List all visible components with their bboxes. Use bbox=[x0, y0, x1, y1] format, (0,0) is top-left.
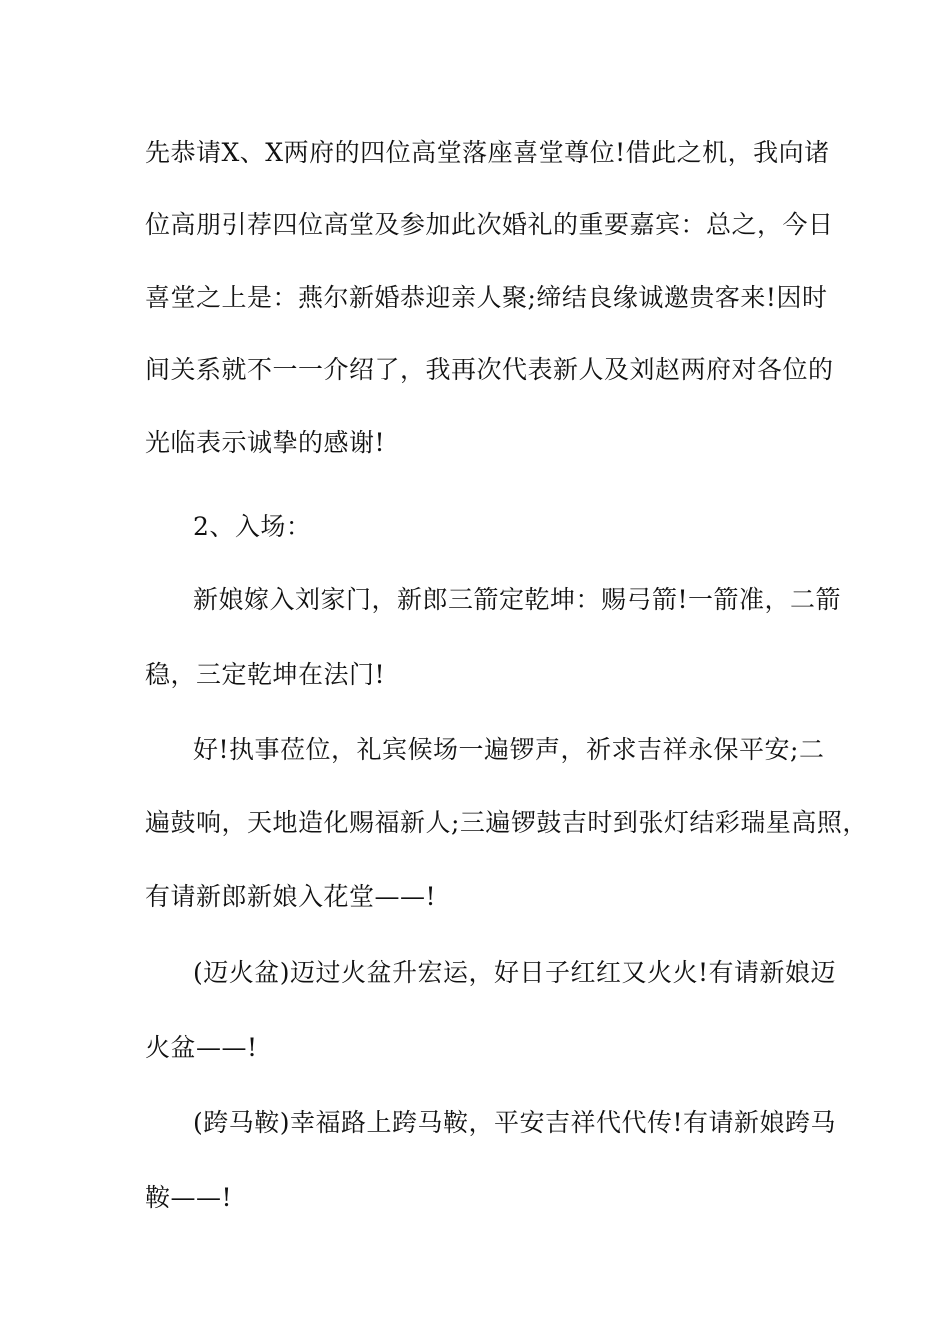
text-line: 遍鼓响，天地造化赐福新人;三遍锣鼓吉时到张灯结彩瑞星高照， bbox=[145, 808, 868, 837]
text-line: 喜堂之上是：燕尔新婚恭迎亲人聚;缔结良缘诚邀贵客来!因时 bbox=[145, 283, 828, 312]
text-line: 鞍——! bbox=[145, 1183, 233, 1212]
text-line: 有请新郎新娘入花堂——! bbox=[145, 882, 437, 911]
text-line: 稳，三定乾坤在法门! bbox=[145, 660, 386, 689]
text-line: 新娘嫁入刘家门，新郎三箭定乾坤：赐弓箭!一箭准，二箭 bbox=[193, 585, 842, 614]
text-line: 间关系就不一一介绍了，我再次代表新人及刘赵两府对各位的 bbox=[145, 355, 834, 384]
text-line: (迈火盆)迈过火盆升宏运，好日子红红又火火!有请新娘迈 bbox=[193, 958, 837, 987]
section-heading: 2、入场： bbox=[193, 512, 312, 541]
text-line: 先恭请X、X两府的四位高堂落座喜堂尊位!借此之机，我向诸 bbox=[145, 138, 830, 167]
text-line: 位高朋引荐四位高堂及参加此次婚礼的重要嘉宾：总之，今日 bbox=[145, 210, 834, 239]
text-line: 好!执事莅位，礼宾候场一遍锣声，祈求吉祥永保平安;二 bbox=[193, 735, 825, 764]
text-line: 火盆——! bbox=[145, 1033, 258, 1062]
text-line: 光临表示诚挚的感谢! bbox=[145, 428, 386, 457]
text-line: (跨马鞍)幸福路上跨马鞍，平安吉祥代代传!有请新娘跨马 bbox=[193, 1108, 837, 1137]
